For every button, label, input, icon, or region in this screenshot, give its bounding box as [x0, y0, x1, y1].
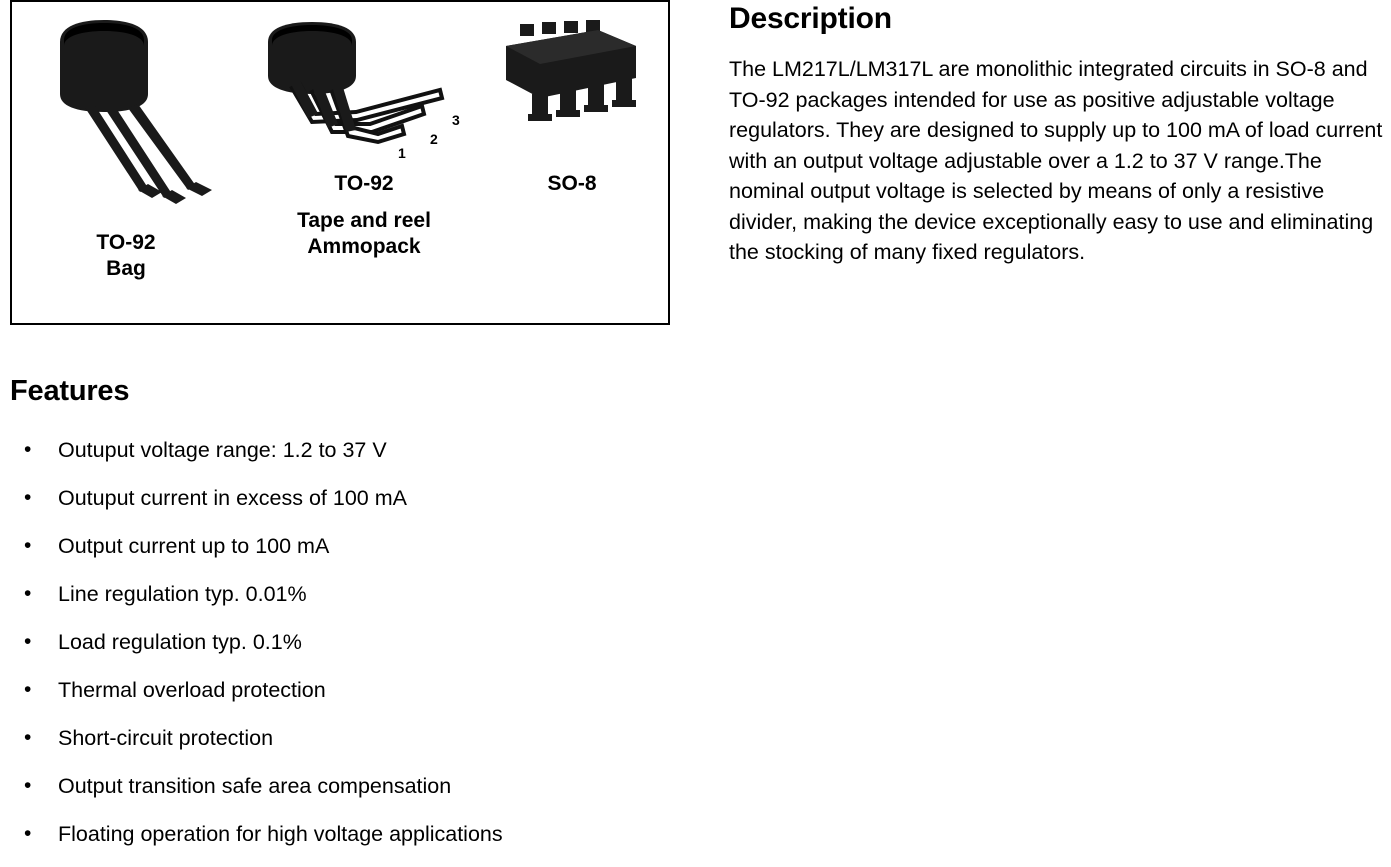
list-item: [10, 426, 680, 474]
description-heading: Description: [729, 2, 892, 35]
to92-bag-drawing: [60, 20, 212, 204]
list-item: [10, 714, 680, 762]
list-item: [10, 666, 680, 714]
features-list: [10, 426, 680, 858]
package-illustration-box: [10, 0, 670, 325]
description-body: The LM217L/LM317L are monolithic integrated circuits in SO-8 and TO-92 packages intended for use as positive adjustable voltage regulators. They are designed to supply up to 100 mA of load current with an output voltage adjustable over a 1.2 to 37 V range.The nominal output voltage is selected by means of only a resistive divider, making the device exceptionally easy to use and eliminating the stocking of many fixed regulators.: [729, 57, 1383, 264]
bullet-icon: •: [24, 534, 32, 557]
so8-label: SO-8: [547, 172, 597, 195]
list-item: [10, 522, 680, 570]
feature-text: Outuput voltage range: 1.2 to 37 V: [58, 438, 387, 462]
bullet-icon: •: [24, 822, 32, 845]
left-column: [10, 0, 680, 858]
features-heading: Features: [10, 375, 130, 407]
list-item: [10, 762, 680, 810]
bullet-icon: •: [24, 774, 32, 797]
to92-bag-label-line2: Bag: [106, 257, 146, 280]
bullet-icon: •: [24, 726, 32, 749]
to92-bag-label-line1: TO-92: [96, 231, 156, 254]
to92-ammopack-label-line3: Ammopack: [307, 235, 421, 258]
feature-text: Floating operation for high voltage applications: [58, 822, 503, 846]
bullet-icon: •: [24, 486, 32, 509]
list-item: [10, 618, 680, 666]
to92-ammopack-drawing: [268, 22, 442, 142]
feature-text: Line regulation typ. 0.01%: [58, 582, 307, 606]
pin-number-3: 3: [452, 112, 460, 128]
bullet-icon: •: [24, 678, 32, 701]
pin-number-2: 2: [430, 131, 438, 147]
feature-text: Output current up to 100 mA: [58, 534, 330, 558]
feature-text: Short-circuit protection: [58, 726, 274, 750]
right-column: [729, 0, 1384, 289]
list-item: [10, 474, 680, 522]
feature-text: Output transition safe area compensation: [58, 774, 452, 798]
package-drawings: [12, 2, 668, 323]
feature-text: Load regulation typ. 0.1%: [58, 630, 302, 654]
list-item: [10, 570, 680, 618]
so8-drawing: [506, 20, 636, 121]
feature-text: Outuput current in excess of 100 mA: [58, 486, 407, 510]
pin-number-1: 1: [398, 145, 406, 161]
bullet-icon: •: [24, 630, 32, 653]
list-item: [10, 810, 680, 858]
to92-ammopack-label-line2: Tape and reel: [297, 209, 431, 232]
feature-text: Thermal overload protection: [58, 678, 326, 702]
to92-ammopack-label-line1: TO-92: [334, 172, 394, 195]
bullet-icon: •: [24, 582, 32, 605]
bullet-icon: •: [24, 438, 32, 461]
